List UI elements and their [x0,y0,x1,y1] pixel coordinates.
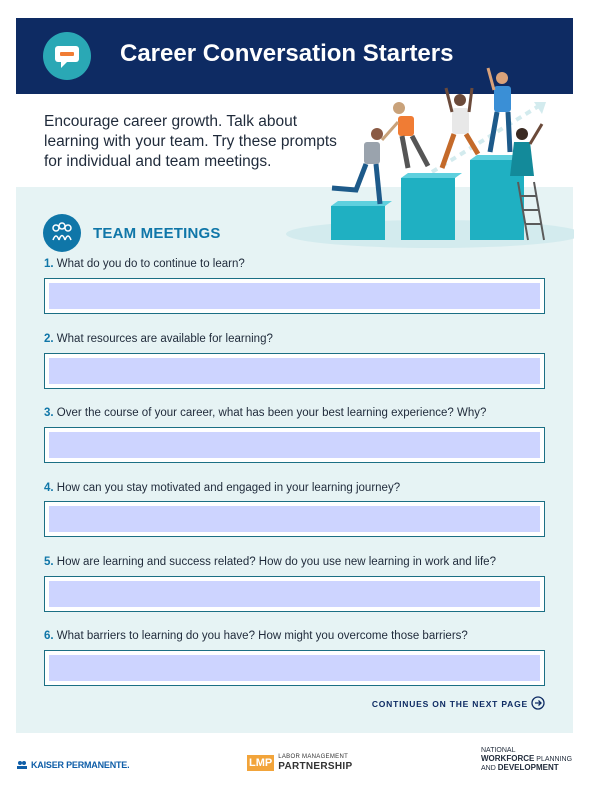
arrow-right-circle-icon[interactable] [531,696,545,710]
kaiser-mark-icon [16,760,28,770]
intro-text: Encourage career growth. Talk about learning with your team. Try these prompts for individual and team meetings. [44,113,337,170]
lmp-line-1: LABOR MANAGEMENT [278,754,349,760]
answer-field-3[interactable] [44,427,545,463]
answer-field-1[interactable] [44,278,545,314]
lmp-line-2: PARTNERSHIP [278,761,353,772]
question-2 [44,333,273,345]
hero-illustration [282,64,574,252]
answer-field-2[interactable] [44,353,545,389]
question-number: 3. [44,407,54,419]
question-text: How can you stay motivated and engaged in your learning journey? [56,482,401,494]
question-number: 5. [44,556,54,568]
team-meetings-panel [16,187,573,733]
question-number: 1. [44,258,54,270]
nwpd-workforce: WORKFORCE [481,754,535,763]
question-number: 4. [44,482,54,494]
lmp-badge: LMP [249,757,273,769]
question-text: How are learning and success related? How do you use new learning in work and life? [56,556,496,568]
continues-link[interactable]: CONTINUES ON THE NEXT PAGE [371,699,528,709]
answer-field-6[interactable] [44,650,545,686]
question-number: 6. [44,630,54,642]
kaiser-permanente-logo [16,760,129,770]
question-number: 2. [44,333,54,345]
nwpd-development: DEVELOPMENT [497,763,559,772]
answer-field-fill[interactable] [49,581,540,607]
nwpd-planning: PLANNING [534,756,573,763]
section-title: TEAM MEETINGS [93,225,221,242]
question-text: What do you do to continue to learn? [56,258,245,270]
nwpd-line-1: NATIONAL [481,747,516,754]
answer-field-5[interactable] [44,576,545,612]
question-4 [44,482,400,494]
question-text: What barriers to learning do you have? How might you overcome those barriers? [56,630,468,642]
answer-field-fill[interactable] [49,432,540,458]
question-text: What resources are available for learning? [56,333,273,345]
nwpd-and: AND [481,765,498,772]
team-icon [43,214,81,252]
question-3 [44,407,486,419]
answer-field-fill[interactable] [49,283,540,309]
speech-bubble-icon [43,32,91,80]
page-title: Career Conversation Starters [120,40,454,67]
answer-field-fill[interactable] [49,655,540,681]
answer-field-fill[interactable] [49,358,540,384]
question-6 [44,630,468,642]
lmp-logo [247,754,352,772]
kaiser-permanente-text: KAISER PERMANENTE. [31,760,130,770]
answer-field-4[interactable] [44,501,545,537]
question-5 [44,556,496,568]
nwpd-logo [481,747,572,773]
question-1 [44,258,245,270]
answer-field-fill[interactable] [49,506,540,532]
question-text: Over the course of your career, what has been your best learning experience? Why? [56,407,487,419]
nwpd-line-3 [481,764,572,773]
